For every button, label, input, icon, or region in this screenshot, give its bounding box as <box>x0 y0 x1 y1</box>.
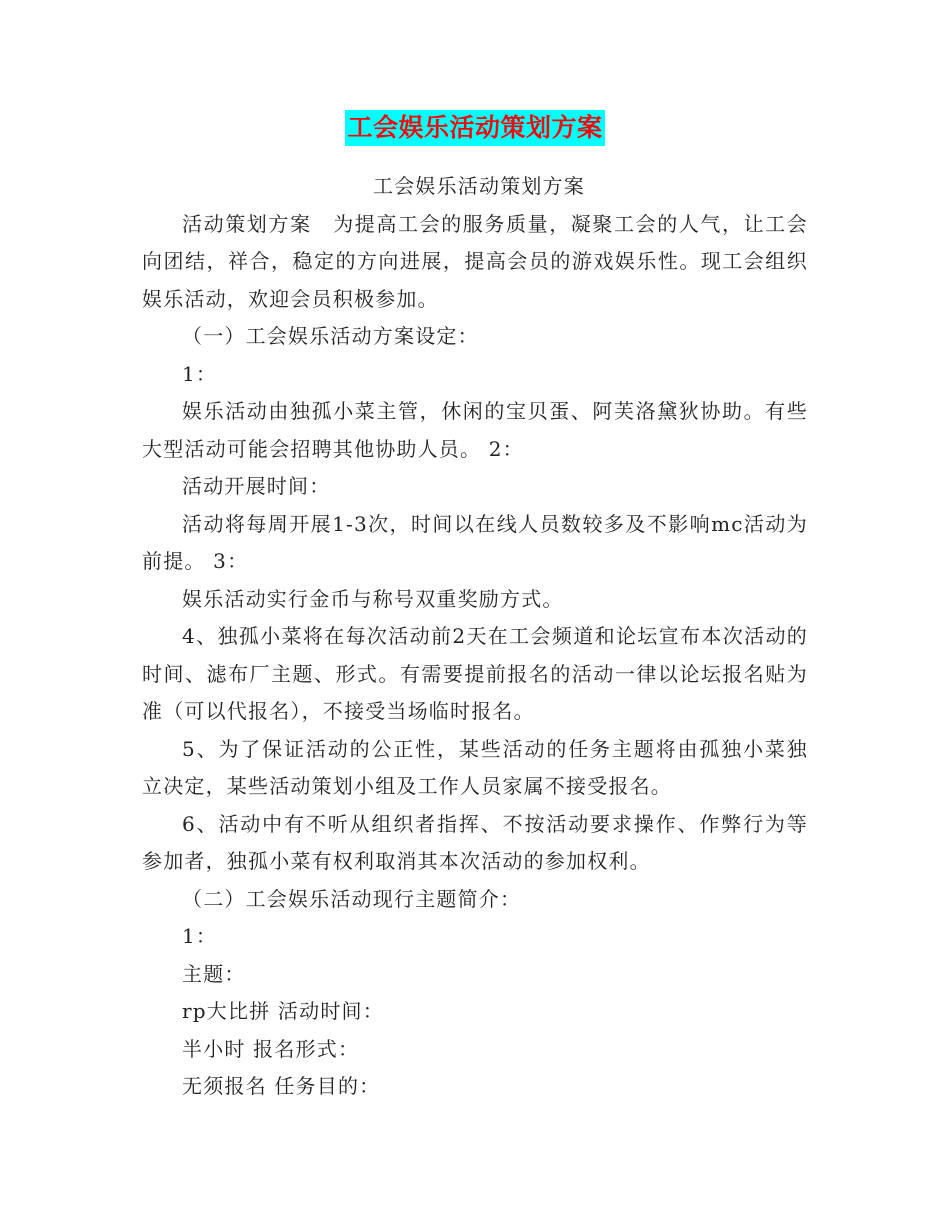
paragraph-item-3-text: 娱乐活动实行金币与称号双重奖励方式。 <box>182 586 564 611</box>
paragraph-section-1-heading: （一）工会娱乐活动方案设定： <box>182 324 479 348</box>
paragraph-item-5-text: 5、为了保证活动的公正性，某些活动的任务主题将由孤独小菜独立决定，某些活动策划小组及工作人员家属不接受报名。 <box>142 736 808 798</box>
paragraph-duration: 半小时 报名形式： <box>182 1036 360 1061</box>
paragraph-intro: 活动策划方案 为提高工会的服务质量，凝聚工会的人气，让工会向团结，祥合，稳定的方向进展，提高会员的游戏娱乐性。现工会组织娱乐活动，欢迎会员积极参加。 <box>142 211 808 311</box>
paragraph-item-2-text: 活动将每周开展1-3次，时间以在线人员数较多及不影响mc活动为前提。 3： <box>142 511 808 573</box>
paragraph-item-1-text: 娱乐活动由独孤小菜主管，休闲的宝贝蛋、阿芙洛黛狄协助。有些大型活动可能会招聘其他协助人员。 2： <box>142 399 808 461</box>
paragraph-theme-1-label: 1： <box>182 924 218 948</box>
paragraph-item-2-label: 活动开展时间： <box>182 474 331 498</box>
paragraph-theme-name: rp大比拼 活动时间： <box>182 999 384 1023</box>
document-subtitle: 工会娱乐活动策划方案 <box>373 174 585 198</box>
document-title: 工会娱乐活动策划方案 <box>345 110 604 146</box>
document-body <box>142 168 808 1106</box>
paragraph-item-4-text: 4、独孤小菜将在每次活动前2天在工会频道和论坛宣布本次活动的时间、滤布厂主题、形式。有需要提前报名的活动一律以论坛报名贴为准（可以代报名），不接受当场临时报名。 <box>142 624 808 723</box>
paragraph-theme-label: 主题： <box>182 961 246 986</box>
paragraph-section-2-heading: （二）工会娱乐活动现行主题简介： <box>182 886 522 911</box>
paragraph-item-6-text: 6、活动中有不听从组织者指挥、不按活动要求操作、作弊行为等参加者，独孤小菜有权利取消其本次活动的参加权利。 <box>142 811 808 873</box>
title-container <box>0 110 950 146</box>
paragraph-registration: 无须报名 任务目的： <box>182 1074 381 1098</box>
paragraph-item-1-label: 1： <box>182 361 218 386</box>
